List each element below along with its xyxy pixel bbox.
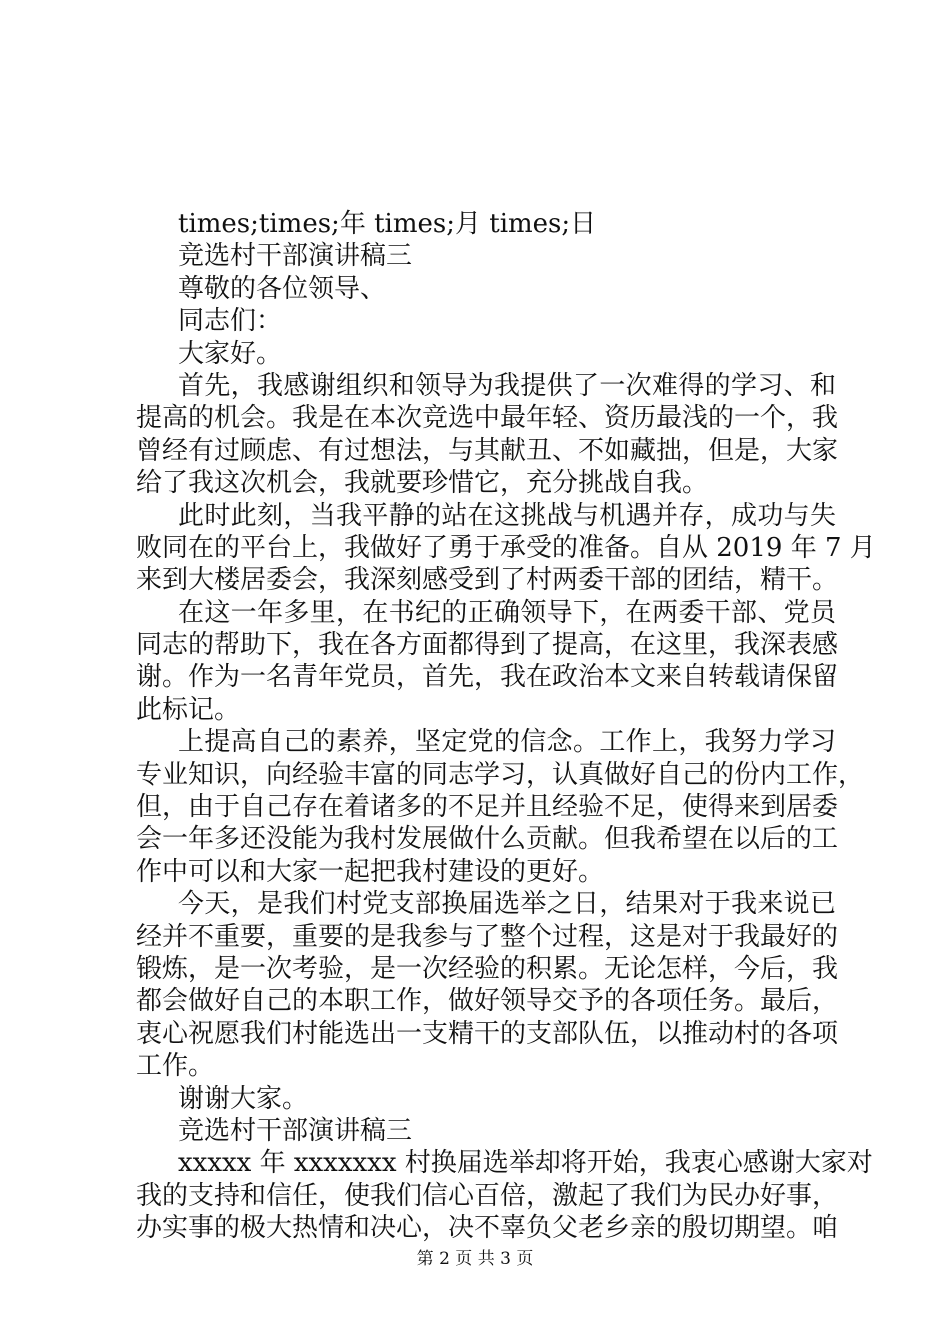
text-line: 都会做好自己的本职工作，做好领导交予的各项任务。最后， bbox=[136, 986, 839, 1017]
text-line: 此标记。 bbox=[136, 694, 241, 725]
text-line: 今天，是我们村党支部换届选举之日，结果对于我来说已 bbox=[178, 889, 836, 920]
text-line: 同志的帮助下，我在各方面都得到了提高，在这里，我深表感 bbox=[136, 630, 839, 661]
text-line: 在这一年多里，在书纪的正确领导下，在两委干部、党员 bbox=[178, 597, 836, 628]
text-line: 竞选村干部演讲稿三 bbox=[178, 241, 413, 272]
text-line: 我的支持和信任，使我们信心百倍，激起了我们为民办好事， bbox=[136, 1180, 839, 1211]
text-line: 大家好。 bbox=[178, 338, 283, 369]
text-line: 专业知识，向经验丰富的同志学习，认真做好自己的份内工作， bbox=[136, 759, 865, 790]
text-line: 曾经有过顾虑、有过想法，与其献丑、不如藏拙，但是，大家 bbox=[136, 435, 839, 466]
text-line: 来到大楼居委会，我深刻感受到了村两委干部的团结，精干。 bbox=[136, 565, 839, 596]
text-line: 此时此刻，当我平静的站在这挑战与机遇并存，成功与失 bbox=[178, 500, 836, 531]
text-line: 竞选村干部演讲稿三 bbox=[178, 1115, 413, 1146]
text-line: 上提高自己的素养，坚定党的信念。工作上，我努力学习 bbox=[178, 727, 836, 758]
text-line: 谢谢大家。 bbox=[178, 1083, 309, 1114]
text-line: 首先，我感谢组织和领导为我提供了一次难得的学习、和 bbox=[178, 370, 836, 401]
text-line: 谢。作为一名青年党员，首先，我在政治本文来自转载请保留 bbox=[136, 662, 839, 693]
text-line: 败同在的平台上，我做好了勇于承受的准备。自从 2019 年 7 月 bbox=[136, 532, 876, 563]
text-line: 给了我这次机会，我就要珍惜它，充分挑战自我。 bbox=[136, 468, 709, 499]
page-number-footer: 第 2 页 共 3 页 bbox=[416, 1249, 534, 1269]
document-body bbox=[136, 208, 876, 1245]
text-line: 会一年多还没能为我村发展做什么贡献。但我希望在以后的工 bbox=[136, 824, 839, 855]
text-line: 工作。 bbox=[136, 1051, 215, 1082]
text-line: 同志们： bbox=[178, 306, 283, 337]
text-line: 衷心祝愿我们村能选出一支精干的支部队伍，以推动村的各项 bbox=[136, 1018, 839, 1049]
text-line: 但，由于自己存在着诸多的不足并且经验不足，使得来到居委 bbox=[136, 792, 839, 823]
text-line: 办实事的极大热情和决心，决不辜负父老乡亲的殷切期望。咱 bbox=[136, 1213, 839, 1244]
text-line: 锻炼，是一次考验，是一次经验的积累。无论怎样，今后，我 bbox=[136, 953, 839, 984]
text-line: 经并不重要，重要的是我参与了整个过程，这是对于我最好的 bbox=[136, 921, 839, 952]
text-line: 提高的机会。我是在本次竞选中最年轻、资历最浅的一个，我 bbox=[136, 403, 839, 434]
text-line: times;times;年 times;月 times;日 bbox=[178, 209, 597, 239]
text-line: xxxxx 年 xxxxxxx 村换届选举却将开始，我衷心感谢大家对 bbox=[178, 1148, 873, 1179]
text-line: 尊敬的各位领导、 bbox=[178, 273, 387, 304]
text-line: 作中可以和大家一起把我村建设的更好。 bbox=[136, 856, 605, 887]
